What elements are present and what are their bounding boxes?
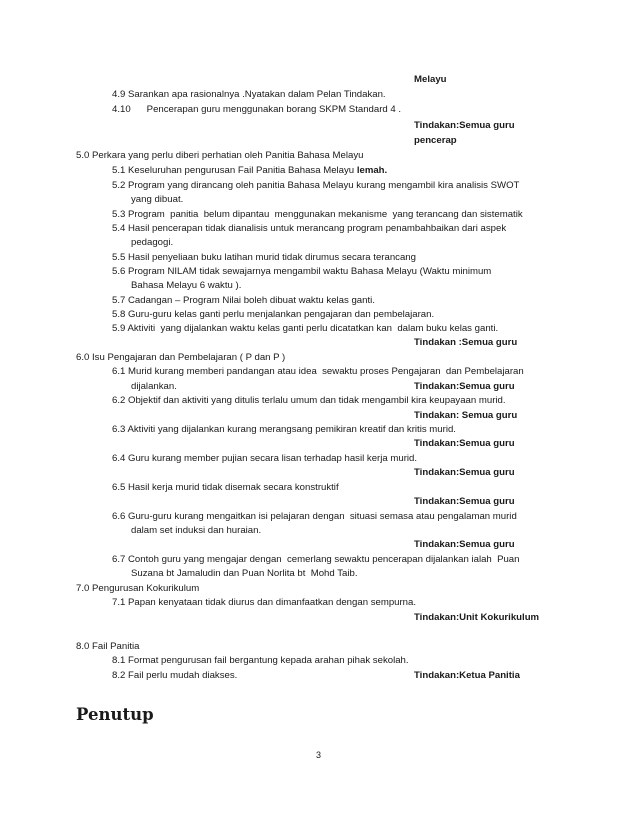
action-line: Tindakan:Semua guru [414, 539, 515, 550]
section-heading: 5.0 Perkara yang perlu diberi perhatian oleh Panitia Bahasa Melayu [76, 150, 364, 161]
action-line: Tindakan :Semua guru [414, 337, 518, 348]
text-line: 6.3 Aktiviti yang dijalankan kurang merangsang pemikiran kreatif dan kritis murid. [112, 424, 456, 435]
text-line: 5.7 Cadangan – Program Nilai boleh dibuat waktu kelas ganti. [112, 295, 375, 306]
action-line: Tindakan:Semua guru [414, 381, 515, 392]
action-line: Tindakan:Ketua Panitia [414, 670, 520, 681]
text-line: 6.5 Hasil kerja murid tidak disemak secara konstruktif [112, 482, 339, 493]
text-line: dalam set induksi dan huraian. [131, 525, 262, 536]
text-line: 5.2 Program yang dirancang oleh panitia Bahasa Melayu kurang mengambil kira analisis SWOT [112, 180, 520, 191]
closing-heading: Penutup [76, 705, 154, 724]
text-line: 6.7 Contoh guru yang mengajar dengan cemerlang sewaktu pencerapan dijalankan ialah Puan [112, 554, 520, 565]
text-line: 6.4 Guru kurang member pujian secara lisan terhadap hasil kerja murid. [112, 453, 418, 464]
text-line: Bahasa Melayu 6 waktu ). [131, 280, 242, 291]
text-line: 6.2 Objektif dan aktiviti yang ditulis terlalu umum dan tidak mengambil kira keupayaan murid. [112, 395, 506, 406]
text-line: 5.3 Program panitia belum dipantau menggunakan mekanisme yang terancang dan sistematik [112, 209, 523, 220]
text-line: dijalankan. [131, 381, 177, 392]
text-line: Melayu [414, 74, 447, 85]
action-line: Tindakan:Semua guru [414, 120, 515, 131]
section-heading: 8.0 Fail Panitia [76, 641, 140, 652]
text-line: 8.2 Fail perlu mudah diakses. [112, 670, 238, 681]
text-line: 4.10 Pencerapan guru menggunakan borang SKPM Standard 4 . [112, 104, 402, 115]
text-line: 6.6 Guru-guru kurang mengaitkan isi pelajaran dengan situasi semasa atau pengalaman murid [112, 511, 517, 522]
text-line: 6.1 Murid kurang memberi pandangan atau idea sewaktu proses Pengajaran dan Pembelajaran [112, 366, 524, 377]
text-line: 5.1 Keseluruhan pengurusan Fail Panitia Bahasa Melayu lemah. [112, 165, 388, 176]
action-line: Tindakan:Semua guru [414, 496, 515, 507]
action-line: Tindakan:Unit Kokurikulum [414, 612, 540, 623]
text-line: Suzana bt Jamaludin dan Puan Norlita bt Mohd Taib. [131, 568, 358, 579]
action-line: Tindakan:Semua guru [414, 467, 515, 478]
text-line: 5.8 Guru-guru kelas ganti perlu menjalankan pengajaran dan pembelajaran. [112, 309, 435, 320]
text-line: 5.4 Hasil pencerapan tidak dianalisis untuk merancang program penambahbaikan dari aspek [112, 223, 507, 234]
text-line: 7.1 Papan kenyataan tidak diurus dan dimanfaatkan dengan sempurna. [112, 597, 417, 608]
page-number: 3 [316, 750, 322, 760]
text-line: 5.9 Aktiviti yang dijalankan waktu kelas ganti perlu dicatatkan kan dalam buku kelas ganti. [112, 323, 499, 334]
section-heading: 6.0 Isu Pengajaran dan Pembelajaran ( P dan P ) [76, 352, 286, 363]
action-line: pencerap [414, 135, 457, 146]
text-line: 5.6 Program NILAM tidak sewajarnya mengambil waktu Bahasa Melayu (Waktu minimum [112, 266, 492, 277]
text-line: 4.9 Sarankan apa rasionalnya .Nyatakan dalam Pelan Tindakan. [112, 89, 386, 100]
text-line: yang dibuat. [131, 194, 184, 205]
text-line: 5.5 Hasil penyeliaan buku latihan murid tidak dirumus secara terancang [112, 252, 416, 263]
text-line: pedagogi. [131, 237, 174, 248]
action-line: Tindakan:Semua guru [414, 438, 515, 449]
action-line: Tindakan: Semua guru [414, 410, 518, 421]
text-line: 8.1 Format pengurusan fail bergantung kepada arahan pihak sekolah. [112, 655, 409, 666]
section-heading: 7.0 Pengurusan Kokurikulum [76, 583, 200, 594]
